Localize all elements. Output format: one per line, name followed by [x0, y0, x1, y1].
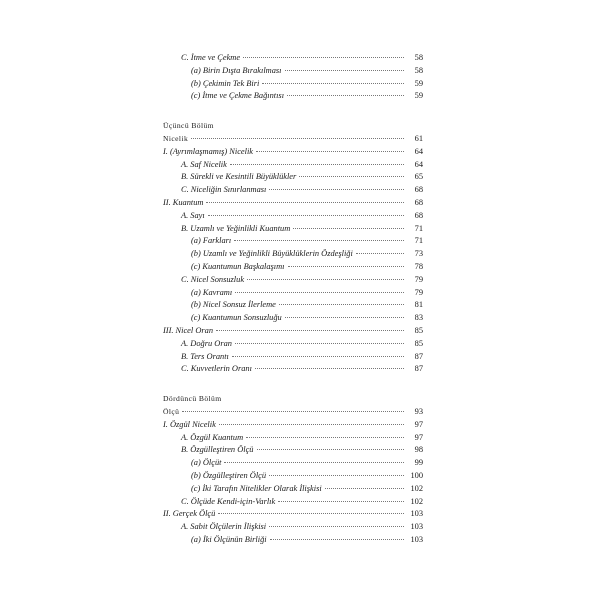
toc-entry	[163, 444, 423, 457]
toc-entry-page: 64	[414, 159, 423, 169]
dot-leader	[243, 57, 404, 58]
toc-entry-title: (a) Birin Dışta Bırakılması	[191, 65, 284, 78]
toc-entry-page: 71	[414, 236, 423, 246]
toc-entry	[163, 287, 423, 300]
toc-entry-title: (a) Kavramı	[191, 287, 234, 300]
dot-leader	[219, 424, 404, 425]
toc-entry-title: B. Uzamlı ve Yeğinlikli Kuantum	[181, 223, 292, 236]
toc-entry	[163, 171, 423, 184]
dot-leader	[208, 215, 404, 216]
toc-entry	[163, 406, 423, 419]
toc-entry-page: 102	[410, 496, 423, 506]
dot-leader	[287, 95, 404, 96]
toc-entry	[163, 351, 423, 364]
toc-entry-title: II. Gerçek Ölçü	[163, 508, 217, 521]
toc-entry-title: (a) İki Ölçünün Birliği	[191, 534, 269, 547]
toc-entry-page: 59	[414, 91, 423, 101]
toc-entry-page: 64	[414, 146, 423, 156]
toc-entry-page: 87	[414, 364, 423, 374]
toc-entry	[163, 483, 423, 496]
dot-leader	[262, 83, 404, 84]
toc-entry-page: 73	[414, 249, 423, 259]
dot-leader	[293, 228, 404, 229]
toc-entry-page: 85	[414, 325, 423, 335]
toc-entry	[163, 363, 423, 376]
toc-entry	[163, 133, 423, 146]
toc-entry	[163, 470, 423, 483]
toc-entry-title: B. Ters Orantı	[181, 351, 231, 364]
toc-entry	[163, 235, 423, 248]
dot-leader	[191, 138, 404, 139]
toc-entry	[163, 274, 423, 287]
dot-leader	[256, 151, 404, 152]
toc-entry-page: 99	[414, 458, 423, 468]
toc-entry-title: A. Doğru Oran	[181, 338, 234, 351]
toc-entry	[163, 223, 423, 236]
toc-entry-title: I. (Ayrımlaşmamış) Nicelik	[163, 146, 255, 159]
toc-entry-page: 81	[414, 300, 423, 310]
toc-entry-title: (b) Çekimin Tek Biri	[191, 78, 261, 91]
toc-entry	[163, 261, 423, 274]
toc-entry	[163, 197, 423, 210]
dot-leader	[230, 164, 404, 165]
dot-leader	[285, 317, 404, 318]
toc-entry	[163, 457, 423, 470]
toc-entry-title: C. İtme ve Çekme	[181, 52, 242, 65]
toc-entry-page: 79	[414, 287, 423, 297]
toc-entry	[163, 432, 423, 445]
dot-leader	[269, 189, 404, 190]
toc-entry	[163, 338, 423, 351]
toc-entry-page: 85	[414, 338, 423, 348]
toc-entry-title: III. Nicel Oran	[163, 325, 215, 338]
toc-entry-title: B. Özgülleştiren Ölçü	[181, 444, 256, 457]
toc-entry	[163, 312, 423, 325]
dot-leader	[269, 526, 404, 527]
dot-leader	[232, 356, 404, 357]
dot-leader	[216, 330, 404, 331]
part-heading: Dördüncü Bölüm	[163, 394, 222, 404]
toc-entry-page: 61	[414, 133, 423, 143]
toc-entry-title: C. Nicel Sonsuzluk	[181, 274, 246, 287]
toc-entry	[163, 159, 423, 172]
dot-leader	[246, 437, 404, 438]
dot-leader	[285, 70, 405, 71]
toc-entry-title: (c) İtme ve Çekme Bağıntısı	[191, 90, 286, 103]
part-heading: Üçüncü Bölüm	[163, 121, 214, 131]
toc-entry	[163, 65, 423, 78]
toc-entry-title: (c) İki Tarafın Nitelikler Olarak İlişkisi	[191, 483, 324, 496]
toc-entry-title: C. Niceliğin Sınırlanması	[181, 184, 268, 197]
toc-entry-title: A. Özgül Kuantum	[181, 432, 245, 445]
toc-entry	[163, 419, 423, 432]
toc-entry	[163, 521, 423, 534]
dot-leader	[356, 253, 404, 254]
toc-entry-title: Ölçü	[163, 406, 181, 419]
toc-entry-page: 68	[414, 197, 423, 207]
toc-entry	[163, 146, 423, 159]
toc-entry-page: 71	[414, 223, 423, 233]
toc-entry-page: 97	[414, 419, 423, 429]
toc-entry-title: (b) Nicel Sonsuz İlerleme	[191, 299, 278, 312]
toc-entry	[163, 78, 423, 91]
toc-entry-title: A. Sabit Ölçülerin İlişkisi	[181, 521, 268, 534]
toc-entry-title: II. Kuantum	[163, 197, 205, 210]
toc-entry-page: 83	[414, 313, 423, 323]
toc-entry-title: (c) Kuantumun Başkalaşımı	[191, 261, 287, 274]
toc-entry-page: 65	[414, 172, 423, 182]
toc-entry	[163, 325, 423, 338]
toc-entry-title: Nicelik	[163, 133, 190, 146]
toc-entry-page: 87	[414, 351, 423, 361]
toc-entry-page: 97	[414, 432, 423, 442]
toc-entry	[163, 508, 423, 521]
toc-entry-page: 93	[414, 406, 423, 416]
toc-entry-page: 59	[414, 78, 423, 88]
toc-entry-title: B. Sürekli ve Kesintili Büyüklükler	[181, 171, 298, 184]
toc-entry-page: 103	[410, 522, 423, 532]
toc-entry-page: 58	[414, 65, 423, 75]
dot-leader	[218, 513, 404, 514]
toc-entry-page: 79	[414, 274, 423, 284]
table-of-contents	[163, 52, 423, 547]
dot-leader	[247, 279, 404, 280]
toc-entry	[163, 210, 423, 223]
section-gap	[163, 376, 423, 393]
dot-leader	[255, 368, 404, 369]
toc-entry-title: I. Özgül Nicelik	[163, 419, 218, 432]
dot-leader	[206, 202, 404, 203]
toc-entry-page: 100	[410, 470, 423, 480]
dot-leader	[182, 411, 404, 412]
toc-entry-page: 78	[414, 261, 423, 271]
toc-entry	[163, 248, 423, 261]
toc-entry-page: 103	[410, 534, 423, 544]
toc-entry-title: (b) Özgülleştiren Ölçü	[191, 470, 268, 483]
toc-entry-page: 68	[414, 185, 423, 195]
toc-entry-title: (b) Uzamlı ve Yeğinlikli Büyüklüklerin Özdeşliği	[191, 248, 355, 261]
dot-leader	[224, 462, 404, 463]
dot-leader	[235, 343, 404, 344]
toc-entry-title: (a) Farkları	[191, 235, 233, 248]
dot-leader	[235, 292, 404, 293]
toc-entry-title: A. Sayı	[181, 210, 207, 223]
toc-entry-page: 102	[410, 483, 423, 493]
toc-entry-title: A. Saf Nicelik	[181, 159, 229, 172]
section-gap	[163, 103, 423, 120]
toc-entry	[163, 52, 423, 65]
dot-leader	[299, 176, 404, 177]
dot-leader	[270, 539, 404, 540]
dot-leader	[269, 475, 404, 476]
toc-entry-title: C. Ölçüde Kendi-için-Varlık	[181, 496, 277, 509]
toc-entry	[163, 90, 423, 103]
toc-entry	[163, 534, 423, 547]
toc-entry-page: 98	[414, 445, 423, 455]
dot-leader	[288, 266, 404, 267]
dot-leader	[278, 501, 404, 502]
toc-entry	[163, 496, 423, 509]
toc-entry-title: C. Kuvvetlerin Oranı	[181, 363, 254, 376]
toc-entry-page: 58	[414, 53, 423, 62]
dot-leader	[279, 304, 404, 305]
dot-leader	[325, 488, 404, 489]
toc-entry	[163, 184, 423, 197]
toc-entry-title: (c) Kuantumun Sonsuzluğu	[191, 312, 284, 325]
toc-entry-page: 103	[410, 509, 423, 519]
toc-entry-title: (a) Ölçüt	[191, 457, 223, 470]
dot-leader	[234, 240, 404, 241]
dot-leader	[257, 449, 405, 450]
toc-entry	[163, 299, 423, 312]
toc-entry-page: 68	[414, 210, 423, 220]
